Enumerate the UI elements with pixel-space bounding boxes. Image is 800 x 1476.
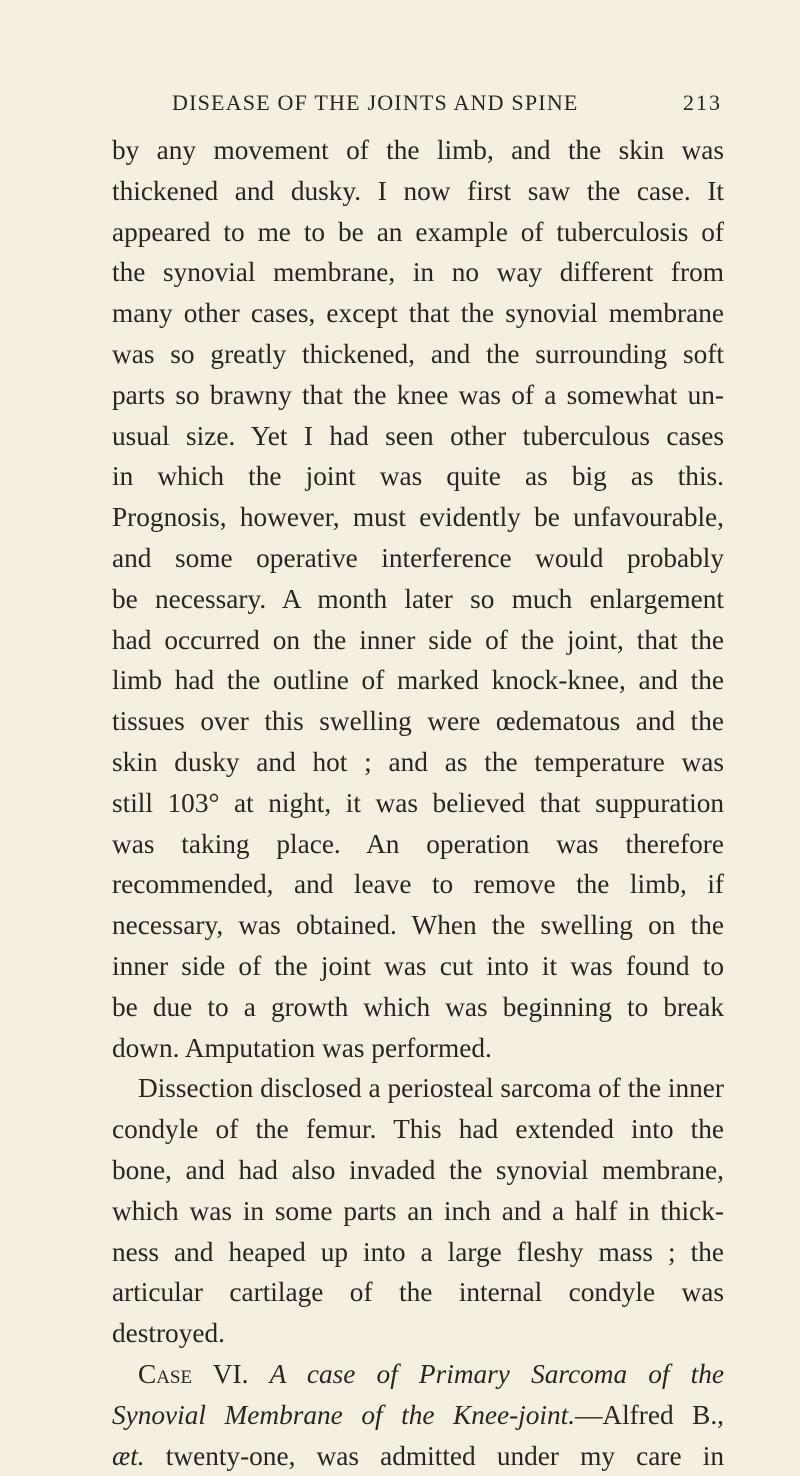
text-span: was taking place. An operation was therefore (112, 829, 724, 859)
text-span: and some operative interference would probably (112, 543, 724, 573)
text-line (112, 1313, 724, 1354)
text-span: in which the joint was quite as big as this. (112, 461, 724, 491)
text-span: tissues over this swelling were œdematous and the (112, 706, 724, 736)
text-span: be necessary. A month later so much enlargement (112, 584, 724, 614)
text-span: which was in some parts an inch and a half in thick- (112, 1196, 724, 1226)
text-span: was so greatly thickened, and the surrounding soft (112, 339, 724, 369)
text-line (112, 293, 724, 334)
text-span: by any movement of the limb, and the skin was (112, 135, 724, 165)
text-span: inner side of the joint was cut into it was found to (112, 951, 724, 981)
text-line (112, 1272, 724, 1313)
text-span: had occurred on the inner side of the joint, that the (112, 625, 724, 655)
text-line (112, 416, 724, 457)
text-span: condyle of the femur. This had extended into the (112, 1114, 724, 1144)
text-line (112, 987, 724, 1028)
text-line (112, 538, 724, 579)
text-span: ness and heaped up into a large fleshy mass ; the (112, 1237, 724, 1267)
text-line (112, 1150, 724, 1191)
text-span: bone, and had also invaded the synovial membrane, (112, 1155, 724, 1185)
text-line (112, 783, 724, 824)
text-span: skin dusky and hot ; and as the temperature was (112, 747, 724, 777)
text-span: æt. (112, 1441, 145, 1471)
text-line (112, 334, 724, 375)
text-line (112, 171, 724, 212)
text-span: thickened and dusky. I now first saw the case. It (112, 176, 724, 206)
text-line (112, 864, 724, 905)
text-span: A case of Primary Sarcoma of the (270, 1359, 724, 1389)
text-line (112, 1395, 724, 1436)
running-head (172, 90, 722, 116)
text-line (112, 620, 724, 661)
text-line (112, 660, 724, 701)
text-span: parts so brawny that the knee was of a somewhat un- (112, 380, 724, 410)
text-line (112, 824, 724, 865)
text-line (112, 375, 724, 416)
text-span: twenty-one, was admitted under my care in (145, 1441, 724, 1471)
page-number: 213 (683, 90, 722, 116)
text-span: VI. (192, 1359, 269, 1389)
text-span: the synovial membrane, in no way different from (112, 257, 724, 287)
text-line (112, 1028, 724, 1069)
text-span: limb had the outline of marked knock-knee, and the (112, 665, 724, 695)
text-line (112, 946, 724, 987)
text-line (112, 1068, 724, 1109)
text-line (112, 1191, 724, 1232)
text-span: many other cases, except that the synovial membrane (112, 298, 724, 328)
running-head-title: DISEASE OF THE JOINTS AND SPINE (172, 90, 579, 116)
text-span: be due to a growth which was beginning to break (112, 992, 724, 1022)
text-span: Prognosis, however, must evidently be unfavourable, (112, 502, 724, 532)
text-line (112, 701, 724, 742)
text-span: Synovial Membrane of the Knee-joint. (112, 1400, 575, 1430)
text-line (112, 252, 724, 293)
text-line (112, 1436, 724, 1476)
text-span: —Alfred B., (575, 1400, 724, 1430)
text-line (112, 1109, 724, 1150)
text-span: destroyed. (112, 1318, 225, 1348)
text-span: appeared to me to be an example of tuberculosis of (112, 217, 724, 247)
text-span: recommended, and leave to remove the limb, if (112, 869, 724, 899)
body-text (112, 130, 724, 1476)
text-line (112, 130, 724, 171)
text-span: necessary, was obtained. When the swelling on the (112, 910, 724, 940)
text-line (112, 905, 724, 946)
text-line (112, 579, 724, 620)
text-span: usual size. Yet I had seen other tuberculous cases (112, 421, 724, 451)
text-line (112, 212, 724, 253)
text-line (112, 1232, 724, 1273)
text-span: down. Amputation was performed. (112, 1033, 492, 1063)
text-line (112, 456, 724, 497)
text-span: articular cartilage of the internal condyle was (112, 1277, 724, 1307)
text-span: still 103° at night, it was believed that suppuration (112, 788, 724, 818)
text-line (112, 742, 724, 783)
text-line (112, 497, 724, 538)
text-span: Dissection disclosed a periosteal sarcoma of the inner (138, 1073, 724, 1103)
text-span: Case (138, 1359, 192, 1389)
text-line (112, 1354, 724, 1395)
